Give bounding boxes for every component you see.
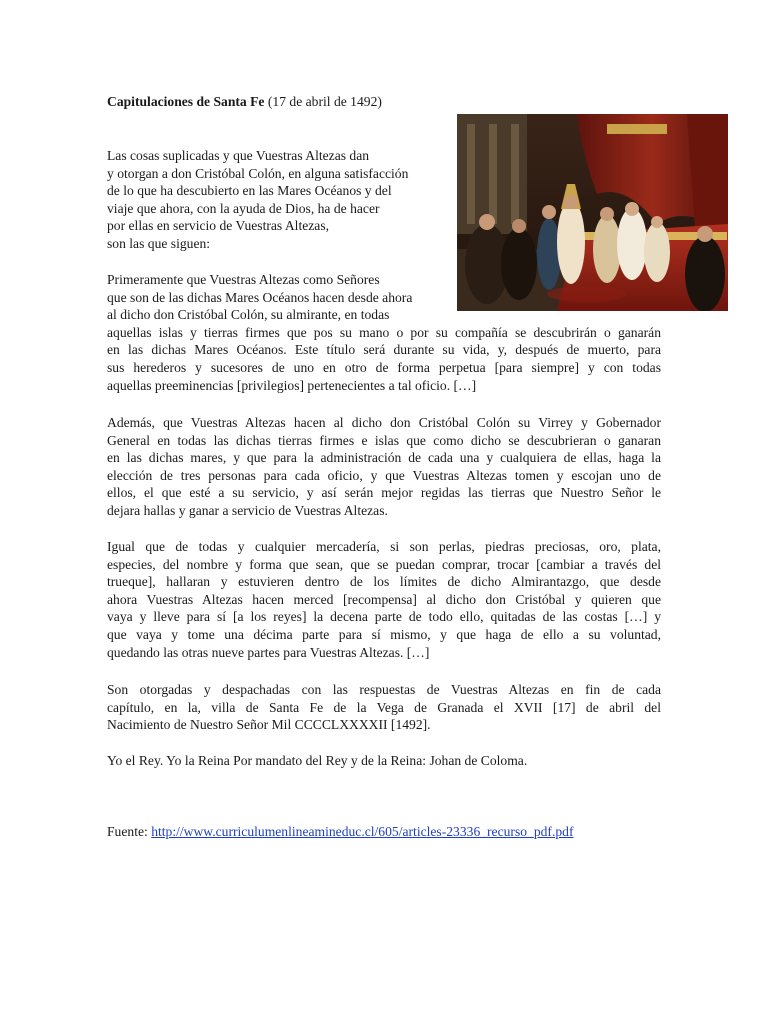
paragraph-line: elección de tres personas para cada oficio, y que Vuestras Altezas tomen y escojan uno de — [107, 467, 661, 483]
paragraph-line: Igual que de todas y cualquier mercadería, si son perlas, piedras preciosas, oro, plata, — [107, 539, 661, 554]
intro-line: por ellas en servicio de Vuestras Altezas, — [107, 218, 330, 234]
paragraph-line: que son de las dichas Mares Océanos hacen desde ahora — [107, 289, 413, 305]
paragraph-otorgadas — [107, 681, 661, 734]
title-date: (17 de abril de 1492) — [267, 94, 382, 109]
title-bold: Capitulaciones de Santa Fe — [107, 94, 265, 109]
paragraph-line: ahora Vuestras Altezas hacen merced [recompensa] al dicho don Cristóbal y quieren que — [107, 591, 661, 607]
paragraph-line: en las dichas mares, y que para la administración de cada una y cualquiera de ellas, haga la — [107, 450, 661, 466]
paragraph-line: capítulo, en la, villa de Santa Fe de la Vega de Granada el XVII [17] de abril del — [107, 699, 661, 715]
paragraph-line: dejara hallas y ganar a servicio de Vuestras Altezas. — [107, 502, 388, 518]
signature-line — [107, 752, 661, 770]
intro-line: son las que siguen: — [107, 235, 211, 251]
paragraph-line: sus herederos y sucesores de uno en otro de forma perpetua [para siempre] y con todas — [107, 359, 661, 375]
paragraph-igual — [107, 538, 661, 661]
paragraph-line: Nacimiento de Nuestro Señor Mil CCCCLXXXXII [1492]. — [107, 717, 431, 733]
paragraph-line: vaya y lleve para sí [a los reyes] la decena parte de todo ello, quitadas de las costas […] y — [107, 609, 661, 625]
intro-paragraph — [107, 147, 452, 253]
paragraph-primeramente — [107, 271, 661, 394]
signature-text: Yo el Rey. Yo la Reina Por mandato del Rey y de la Reina: Johan de Coloma. — [107, 753, 528, 768]
paragraph-line: Además, que Vuestras Altezas hacen al dicho don Cristóbal Colón su Virrey y Gobernador — [107, 415, 661, 430]
intro-line: viaje que ahora, con la ayuda de Dios, ha de hacer — [107, 200, 380, 216]
paragraph-line: aquellas preeminencias [privilegios] pertenecientes a tal oficio. […] — [107, 377, 477, 393]
paragraph-line: en las dichas Mares Océanos. Este título será durante su vida, y, después de muerto, para — [107, 342, 661, 358]
paragraph-line: General en todas las dichas tierras firmes e islas que como dicho se descubrieran o ganaran — [107, 432, 661, 448]
paragraph-line: al dicho don Cristóbal Colón, su almirante, en todas — [107, 307, 390, 323]
paragraph-line: aquellas islas y tierras firmes que pos su mano o por su compañía se descubrirán o ganarán — [107, 324, 661, 340]
paragraph-line: que vaya y tome una décima parte para sí mismo, y que haga de ello a su voluntad, — [107, 626, 661, 642]
paragraph-line: ellos, el que esté a su servicio, y así serán mejor regidas las tierras que Nuestro Señor le — [107, 485, 661, 501]
intro-line: Las cosas suplicadas y que Vuestras Altezas dan — [107, 148, 370, 163]
paragraph-line: trueque], hallaran y estuvieren dentro de los límites de dicho Almirantazgo, que desde — [107, 574, 661, 590]
source-link[interactable]: http://www.curriculumenlineamineduc.cl/605/articles-23336_recurso_pdf.pdf — [151, 824, 574, 839]
paragraph-line: especies, del nombre y forma que sean, que se puedan comprar, trocar [cambiar a través del — [107, 556, 661, 572]
paragraph-line: quedando las otras nueve partes para Vuestras Altezas. […] — [107, 644, 430, 660]
source-label: Fuente: — [107, 824, 152, 839]
intro-line: de lo que ha descubierto en las Mares Océanos y del — [107, 183, 392, 199]
paragraph-line: Primeramente que Vuestras Altezas como Señores — [107, 272, 380, 287]
intro-line: y otorgan a don Cristóbal Colón, en alguna satisfacción — [107, 165, 409, 181]
paragraph-line: Son otorgadas y despachadas con las respuestas de Vuestras Altezas en fin de cada — [107, 682, 661, 697]
document-title — [107, 93, 382, 111]
paragraph-ademas — [107, 414, 661, 520]
source-citation — [107, 823, 573, 841]
